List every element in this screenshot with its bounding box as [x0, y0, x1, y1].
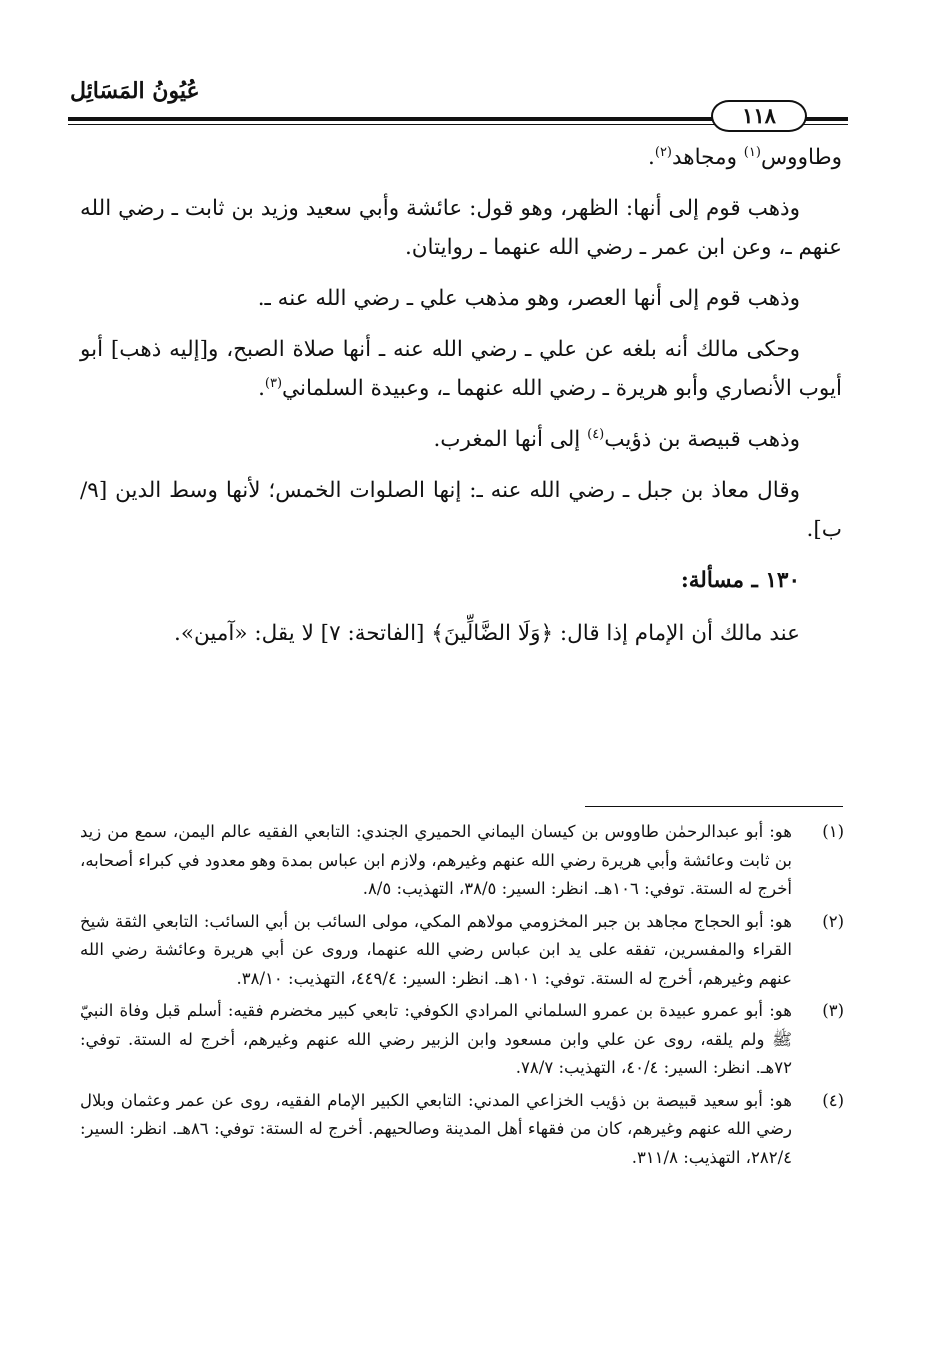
paragraph-dhuhr: وذهب قوم إلى أنها: الظهر، وهو قول: عائشة وأبي سعيد وزيد بن ثابت ـ رضي الله عنهم ـ، وعن ابن عمر ـ رضي الله عنهما ـ روايتان. — [80, 196, 842, 260]
text-segment: . — [648, 145, 655, 170]
text-segment: . — [258, 376, 265, 401]
footnote — [80, 818, 844, 904]
paragraph-muadh: وقال معاذ بن جبل ـ رضي الله عنه ـ: إنها الصلوات الخمس؛ لأنها وسط الدين [٩/ب]. — [80, 478, 842, 542]
text-segment: إلى أنها المغرب. — [433, 427, 588, 452]
footnote-number: (٤) — [822, 1090, 844, 1110]
page-number-badge: ١١٨ — [711, 100, 807, 132]
text-segment: وحكى مالك أنه بلغه عن علي ـ رضي الله عنه ـ أنها صلاة الصبح، و[إليه ذهب] أبو أيوب الأنصاري وأبو هريرة ـ رضي الله عنهما ـ، وعبيدة السلماني — [80, 337, 842, 401]
footnote-text: هو: أبو عمرو عبيدة بن عمرو السلماني المرادي الكوفي: تابعي كبير مخضرم فقيه: أسلم قبل وفاة النبيّ ﷺ ولم يلقه، روى عن علي وابن مسعود وابن الزبير رضي الله عنهم وغيرهم، أخرج له الستة. توفي: ٧٢هـ. انظر: السير: ٤٠/٤، التهذيب: ٧٨/٧. — [80, 1001, 792, 1077]
text-segment: وطاووس — [760, 145, 842, 170]
footnote — [80, 997, 844, 1083]
footnotes — [80, 818, 844, 1176]
text-segment: ومجاهد — [672, 145, 744, 170]
paragraph-continuation — [80, 138, 842, 177]
footnote-number: (٣) — [822, 1001, 844, 1020]
footnote-text: هو: أبو الحجاج مجاهد بن جبر المخزومي مولاهم المكي، مولى السائب بن أبي السائب: التابعي الثقة شيخ القراء والمفسرين، تفقه على يد ابن عباس رضي الله عنهما، وروى عن أبي هريرة وعائشة رضي الله عنهم وغيرهم، أخرج له الستة. توفي: ١٠١هـ. انظر: السير: ٤٤٩/٤، التهذيب: ٣٨/١٠. — [80, 911, 792, 988]
footnote — [80, 908, 844, 994]
main-text — [80, 138, 842, 665]
footnote-number: (١) — [822, 822, 844, 841]
footnote-ref-3[interactable]: (٣) — [264, 375, 283, 391]
footnote-ref-2[interactable]: (٢) — [654, 144, 672, 160]
footnote-text: هو: أبو سعيد قبيصة بن ذؤيب الخزاعي المدني: التابعي الكبير الإمام الفقيه، روى عن عمر وعثمان وبلال رضي الله عنهم وغيرهم، كان من فقهاء أهل المدينة وصالحيهم. أخرج له الستة: توفي: ٨٦هـ. انظر: السير: ٢٨٢/٤، التهذيب: ٣١١/٨. — [80, 1090, 792, 1167]
section-heading: ١٣٠ ـ مسألة: — [680, 568, 800, 593]
paragraph-subh — [80, 330, 842, 408]
running-header-title: عُيُونُ المَسَائِل — [70, 78, 200, 104]
text-segment: وذهب قبيصة بن ذؤيب — [604, 427, 800, 452]
paragraph-amin: عند مالك أن الإمام إذا قال: ﴿وَلَا الضَّالِّينَ﴾ [الفاتحة: ٧] لا يقل: «آمين». — [174, 621, 800, 646]
footnote-separator — [585, 806, 843, 807]
paragraph-maghrib — [80, 420, 842, 459]
footnote-ref-4[interactable]: (٤) — [587, 426, 605, 442]
footnote-text: هو: أبو عبدالرحمٰن طاووس بن كيسان اليماني الحميري الجندي: التابعي الفقيه عالم اليمن، سمع من زيد بن ثابت وعائشة وأبي هريرة رضي الله عنهم وغيرهم، ولازم ابن عباس بمدة وهو معدود في كبراء أصحابه، أخرج له الستة. توفي: ١٠٦هـ. انظر: السير: ٣٨/٥، التهذيب: ٨/٥. — [80, 822, 792, 898]
footnote-ref-1[interactable]: (١) — [743, 144, 761, 160]
footnote-number: (٢) — [822, 911, 844, 931]
paragraph-asr: وذهب قوم إلى أنها العصر، وهو مذهب علي ـ رضي الله عنه ـ. — [257, 286, 800, 311]
footnote — [80, 1087, 844, 1173]
